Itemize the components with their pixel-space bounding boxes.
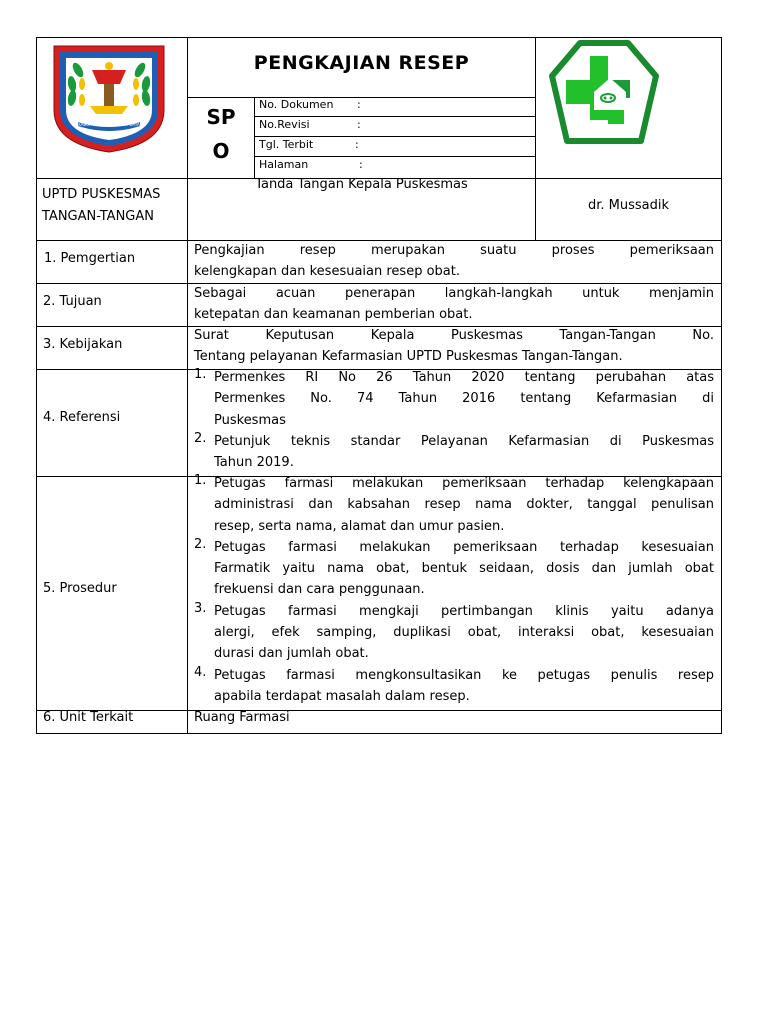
text-line: Petugas farmasi melakukan pemeriksaan terhadap kelengkapaan bbox=[214, 476, 714, 491]
list-item bbox=[194, 537, 714, 601]
list-number: 3. bbox=[194, 600, 207, 616]
text-line: Petugas farmasi mengkonsultasikan ke petugas penulis resep bbox=[214, 667, 714, 683]
spo-line-2: O bbox=[212, 139, 230, 163]
list-item bbox=[194, 665, 714, 708]
list-number: 1. bbox=[194, 473, 207, 488]
label-pengertian: 1. Pemgertian bbox=[44, 251, 136, 266]
text-line: Permenkes No. 74 Tahun 2016 tentang Kefarmasian di bbox=[214, 391, 714, 407]
text-line: alergi, efek samping, duplikasi obat, interaksi obat, kesesuaian bbox=[214, 625, 714, 641]
content-tujuan bbox=[194, 283, 714, 325]
text-line: Petugas farmasi mengkaji pertimbangan klinis yaitu adanya bbox=[214, 603, 714, 619]
spo-label bbox=[188, 100, 254, 168]
regency-logo bbox=[48, 40, 170, 154]
meta-sep: : bbox=[357, 98, 361, 111]
text-line: Sebagai acuan penerapan langkah-langkah untuk menjamin bbox=[194, 286, 714, 301]
institution-line-1: UPTD PUSKESMAS bbox=[42, 187, 161, 202]
label-referensi: 4. Referensi bbox=[43, 410, 121, 425]
list-number: 2. bbox=[194, 536, 207, 552]
spo-line-1: SP bbox=[206, 105, 236, 129]
meta-label: No.Revisi bbox=[259, 118, 310, 131]
meta-label: No. Dokumen bbox=[259, 98, 334, 111]
meta-no-dokumen bbox=[259, 98, 529, 116]
list-number: 4. bbox=[194, 664, 207, 680]
list-item bbox=[194, 431, 714, 474]
referensi-list bbox=[194, 367, 714, 473]
meta-tgl-terbit bbox=[259, 138, 529, 156]
puskesmas-logo bbox=[548, 40, 660, 146]
signature-label: Tanda Tangan Kepala Puskesmas bbox=[255, 177, 468, 192]
label-unit-terkait: 6. Unit Terkait bbox=[43, 710, 134, 725]
logo-caption: KABUPATEN ACEH BARAT DAYA bbox=[78, 122, 140, 127]
meta-no-revisi bbox=[259, 118, 529, 136]
label-prosedur: 5. Prosedur bbox=[43, 581, 117, 596]
text-line: Petugas farmasi melakukan pemeriksaan terhadap kesesuaian bbox=[214, 539, 714, 555]
text-line: Puskesmas bbox=[214, 412, 286, 428]
institution-line-2: TANGAN-TANGAN bbox=[42, 209, 154, 224]
prosedur-list bbox=[194, 473, 714, 707]
text-line: durasi dan jumlah obat. bbox=[214, 646, 369, 662]
meta-halaman bbox=[259, 158, 529, 176]
meta-label: Tgl. Terbit bbox=[259, 138, 314, 151]
label-kebijakan: 3. Kebijakan bbox=[43, 337, 123, 352]
content-pengertian bbox=[194, 240, 714, 282]
meta-sep: : bbox=[357, 118, 361, 131]
text-line: administrasi dan kabsahan resep nama dokter, tanggal penulisan bbox=[214, 497, 714, 513]
institution-name bbox=[42, 184, 187, 228]
text-line: kelengkapan dan kesesuaian resep obat. bbox=[194, 264, 460, 279]
content-unit-terkait: Ruang Farmasi bbox=[194, 710, 290, 725]
list-item bbox=[194, 367, 714, 431]
label-tujuan: 2. Tujuan bbox=[43, 294, 102, 309]
list-number: 2. bbox=[194, 430, 207, 446]
text-line: Petunjuk teknis standar Pelayanan Kefarmasian di Puskesmas bbox=[214, 433, 714, 449]
list-item bbox=[194, 601, 714, 665]
text-line: Farmatik yaitu nama obat, bentuk seidaan, dosis dan jumlah obat bbox=[214, 561, 714, 577]
list-number: 1. bbox=[194, 367, 207, 382]
text-line: ketepatan dan keamanan pemberian obat. bbox=[194, 307, 473, 322]
meta-sep: : bbox=[359, 158, 363, 171]
head-name: dr. Mussadik bbox=[587, 198, 670, 213]
text-line: Surat Keputusan Kepala Puskesmas Tangan-Tangan No. bbox=[194, 328, 714, 343]
text-line: frekuensi dan cara penggunaan. bbox=[214, 582, 425, 598]
text-line: Tahun 2019. bbox=[214, 455, 294, 471]
list-item bbox=[194, 473, 714, 537]
text-line: Tentang pelayanan Kefarmasian UPTD Puskesmas Tangan-Tangan. bbox=[194, 349, 623, 364]
text-line: Permenkes RI No 26 Tahun 2020 tentang perubahan atas bbox=[214, 370, 714, 385]
meta-label: Halaman bbox=[259, 158, 309, 171]
content-kebijakan bbox=[194, 325, 714, 367]
text-line: Pengkajian resep merupakan suatu proses pemeriksaan bbox=[194, 243, 714, 258]
document-title: PENGKAJIAN RESEP bbox=[253, 52, 470, 74]
text-line: resep, serta nama, alamat dan umur pasien. bbox=[214, 518, 505, 534]
text-line: apabila terdapat masalah dalam resep. bbox=[214, 688, 470, 704]
meta-sep: : bbox=[355, 138, 359, 151]
